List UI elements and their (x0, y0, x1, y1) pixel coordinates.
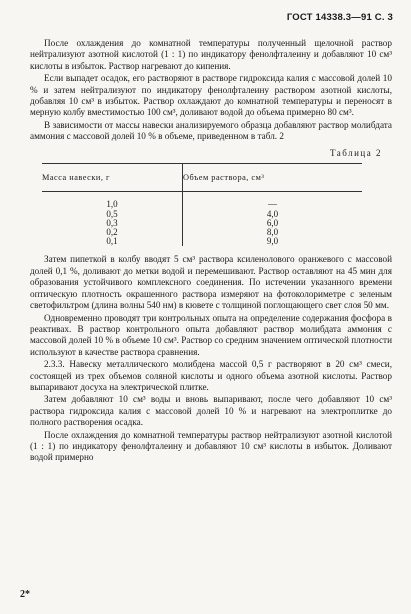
table-header-volume: Объем раствора, см³ (183, 164, 363, 192)
table-cell-mass: 0,2 (42, 228, 183, 237)
paragraph: Затем пипеткой в колбу вводят 5 см³ раствора ксиленолового оранжевого с массовой долей 0,1 %, доливают до метки водой и перемешивают. Раствор оставляют на 45 мин для образования устойчивого комплексного соединения. По истечении указанного времени оптическую плотность окрашенного раствора измеряют на фотоколориметре с зеленым светофильтром (длина волны 540 нм) в кювете с толщиной поглощающего свет слоя 50 мм. (30, 254, 392, 311)
table-cell-volume: — (268, 199, 277, 210)
table-header-row (42, 164, 362, 192)
paragraph: 2.3.3. Навеску металлического молибдена массой 0,5 г растворяют в 20 см³ смеси, состоящей из трех объемов соляной кислоты и одного объема азотной кислоты. Раствор выпаривают досуха на электрической плитке. (30, 359, 392, 392)
page-number: 2* (20, 589, 30, 600)
data-table (42, 163, 362, 246)
table-row (42, 219, 362, 228)
table-cell-volume: 4,0 (266, 208, 279, 219)
table-row (42, 237, 362, 246)
paragraph: В зависимости от массы навески анализируемого образца добавляют раствор молибдата аммония с массовой долей 10 % в объеме, приведенном в табл. 2 (30, 119, 392, 142)
table-cell-volume: 8,0 (266, 227, 279, 238)
table-cell-mass: 0,5 (42, 210, 183, 219)
table-cell-mass: 1,0 (42, 200, 183, 209)
table-row (42, 200, 362, 209)
table-cell-volume: 9,0 (266, 236, 279, 247)
paragraph: Если выпадет осадок, его растворяют в растворе гидроксида калия с массовой долей 10 % и затем нейтрализуют по индикатору фенолфталеину раствором азотной кислоты, добавляя 10 см³ в избыток. Раствор охлаждают до комнатной температуры и переносят в мерную колбу вместимостью 100 см³, доливают водой до объема примерно 80 см³. (30, 73, 392, 118)
table-cell-volume: 6,0 (266, 217, 279, 228)
paragraph: После охлаждения до комнатной температуры раствор нейтрализуют азотной кислотой (1 : 1) по индикатору фенолфталеину и добавляют 10 см³ кислоты в избыток. Доливают водой примерно (30, 429, 392, 463)
document-body (30, 38, 392, 465)
paragraph: После охлаждения до комнатной температуры полученный щелочной раствор нейтрализуют азотной кислотой (1 : 1) по индикатору фенолфталеину и добавляют 10 см³ кислоты в избыток. Раствор нагревают до кипения. (30, 38, 392, 71)
table-row (42, 210, 362, 219)
table-cell-mass: 0,1 (42, 237, 183, 246)
table-row (42, 228, 362, 237)
table-cell-mass: 0,3 (42, 219, 183, 228)
paragraph: Затем добавляют 10 см³ воды и вновь выпаривают, после чего добавляют 10 см³ раствора гидроксида калия с массовой долей 10 % и нагревают на электроплитке до полного растворения осадка. (30, 394, 392, 428)
page-header: ГОСТ 14338.3—91 С. 3 (286, 12, 393, 23)
table-spacer (42, 192, 362, 201)
table-caption: Таблица 2 (330, 147, 382, 158)
paragraph: Одновременно проводят три контрольных опыта на определение содержания фосфора в реактивах. В раствор контрольного опыта добавляют раствор молибдата аммония с массовой долей 10 % в объеме 10 см³. Раствор со средним значением оптической плотности используют в качестве раствора сравнения. (30, 312, 392, 357)
table-header-mass: Масса навески, г (42, 164, 183, 192)
